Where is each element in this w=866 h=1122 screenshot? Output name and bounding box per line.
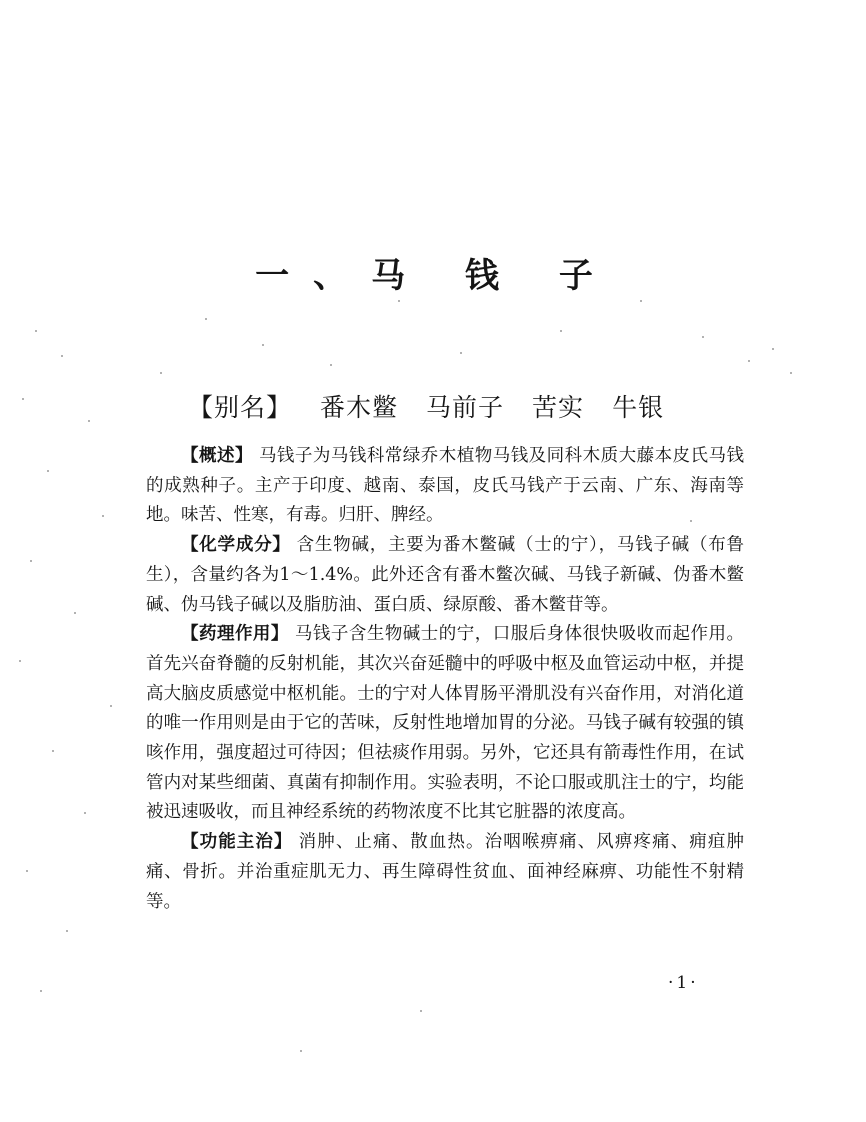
scan-speck bbox=[47, 470, 49, 472]
scan-speck bbox=[262, 344, 264, 346]
scan-speck bbox=[420, 1010, 422, 1012]
scan-speck bbox=[110, 705, 112, 707]
section-indications bbox=[146, 828, 744, 917]
scan-speck bbox=[22, 398, 24, 400]
section-heading: 【概述】 bbox=[181, 446, 253, 466]
scan-speck bbox=[748, 360, 750, 362]
scan-speck bbox=[102, 515, 104, 517]
section-heading: 【化学成分】 bbox=[181, 535, 291, 556]
scan-speck bbox=[40, 990, 42, 992]
page-title: 一、马 钱 子 bbox=[255, 256, 617, 296]
scan-speck bbox=[160, 372, 162, 374]
scan-speck bbox=[30, 560, 32, 562]
scan-speck bbox=[74, 612, 76, 614]
alias-name-4: 牛银 bbox=[612, 393, 665, 422]
scan-speck bbox=[560, 330, 562, 332]
scan-speck bbox=[66, 930, 68, 932]
section-chemistry bbox=[146, 531, 744, 620]
body-text bbox=[146, 442, 744, 917]
scan-speck bbox=[205, 318, 207, 320]
alias-line bbox=[188, 388, 664, 424]
scan-speck bbox=[88, 420, 90, 422]
scan-speck bbox=[26, 870, 28, 872]
alias-name-1: 番木鳖 bbox=[320, 393, 399, 422]
alias-name-3: 苦实 bbox=[532, 393, 585, 422]
scan-speck bbox=[398, 300, 400, 302]
scan-speck bbox=[330, 364, 332, 366]
section-text: 消肿、止痛、散血热。治咽喉痹痛、风痹疼痛、痈疽肿痛、骨折。并治重症肌无力、再生障碍性贫血、面神经麻痹、功能性不射精等。 bbox=[146, 832, 745, 912]
section-heading: 【功能主治】 bbox=[181, 832, 293, 853]
scan-speck bbox=[35, 330, 37, 332]
scan-speck bbox=[702, 336, 704, 338]
scan-speck bbox=[19, 660, 21, 662]
scan-speck bbox=[772, 348, 774, 350]
scan-speck bbox=[460, 352, 462, 354]
scan-speck bbox=[690, 520, 692, 522]
section-text: 含生物碱，主要为番木鳖碱（士的宁），马钱子碱（布鲁生），含量约各为1～1.4%。此外还含有番木鳖次碱、马钱子新碱、伪番木鳖碱、伪马钱子碱以及脂肪油、蛋白质、绿原酸、番木鳖苷等。 bbox=[146, 535, 745, 615]
section-heading: 【药理作用】 bbox=[181, 624, 289, 645]
scan-speck bbox=[52, 750, 54, 752]
section-pharmacology bbox=[146, 620, 744, 828]
alias-name-2: 马前子 bbox=[426, 393, 505, 422]
section-text: 马钱子为马钱科常绿乔木植物马钱及同科木质大藤本皮氏马钱的成熟种子。主产于印度、越南、泰国，皮氏马钱产于云南、广东、海南等地。味苦、性寒，有毒。归肝、脾经。 bbox=[146, 446, 745, 526]
scan-speck bbox=[640, 300, 642, 302]
alias-label: 【别名】 bbox=[188, 393, 293, 422]
scan-speck bbox=[300, 1050, 302, 1052]
scan-speck bbox=[84, 812, 86, 814]
scan-speck bbox=[61, 355, 63, 357]
scan-speck bbox=[790, 372, 792, 374]
section-overview bbox=[146, 442, 744, 531]
page-number: ·1· bbox=[668, 973, 699, 993]
section-text: 马钱子含生物碱士的宁，口服后身体很快吸收而起作用。首先兴奋脊髓的反射机能，其次兴奋延髓中的呼吸中枢及血管运动中枢，并提高大脑皮质感觉中枢机能。士的宁对人体胃肠平滑肌没有兴奋作用，对消化道的唯一作用则是由于它的苦味，反射性地增加胃的分泌。马钱子碱有较强的镇咳作用，强度超过可待因；但祛痰作用弱。另外，它还具有箭毒性作用，在试管内对某些细菌、真菌有抑制作用。实验表明，不论口服或肌注士的宁，均能被迅速吸收，而且神经系统的药物浓度不比其它脏器的浓度高。 bbox=[146, 624, 745, 823]
